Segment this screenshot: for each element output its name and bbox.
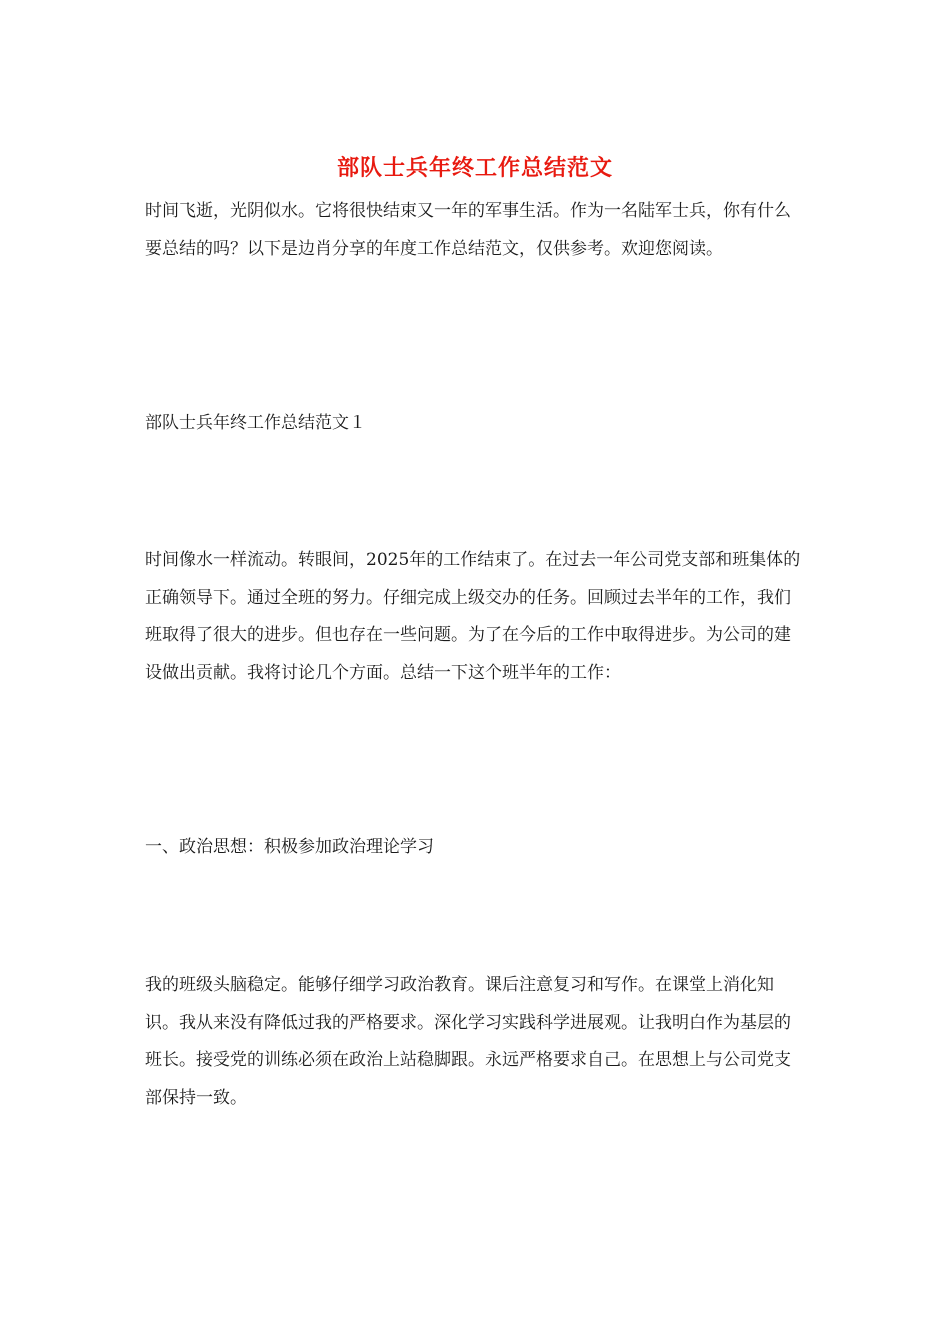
subheading-political: 一、政治思想：积极参加政治理论学习	[145, 837, 434, 857]
section-heading: 部队士兵年终工作总结范文１	[145, 413, 366, 433]
body-paragraph-1: 时间像水一样流动。转眼间，2025年的工作结束了。在过去一年公司党支部和班集体的正确领导下。通过全班的努力。仔细完成上级交办的任务。回顾过去半年的工作，我们班取得了很大的进步。但也存在一些问题。为了在今后的工作中取得进步。为公司的建设做出贡献。我将讨论几个方面。总结一下这个班半年的工作：	[145, 550, 801, 683]
body-paragraph-2: 我的班级头脑稳定。能够仔细学习政治教育。课后注意复习和写作。在课堂上消化知识。我从来没有降低过我的严格要求。深化学习实践科学进展观。让我明白作为基层的班长。接受党的训练必须在政治上站稳脚跟。永远严格要求自己。在思想上与公司党支部保持一致。	[145, 975, 791, 1108]
document-title: 部队士兵年终工作总结范文	[336, 155, 613, 181]
intro-paragraph: 时间飞逝，光阴似水。它将很快结束又一年的军事生活。作为一名陆军士兵，你有什么要总结的吗？以下是边肖分享的年度工作总结范文，仅供参考。欢迎您阅读。	[145, 201, 791, 259]
